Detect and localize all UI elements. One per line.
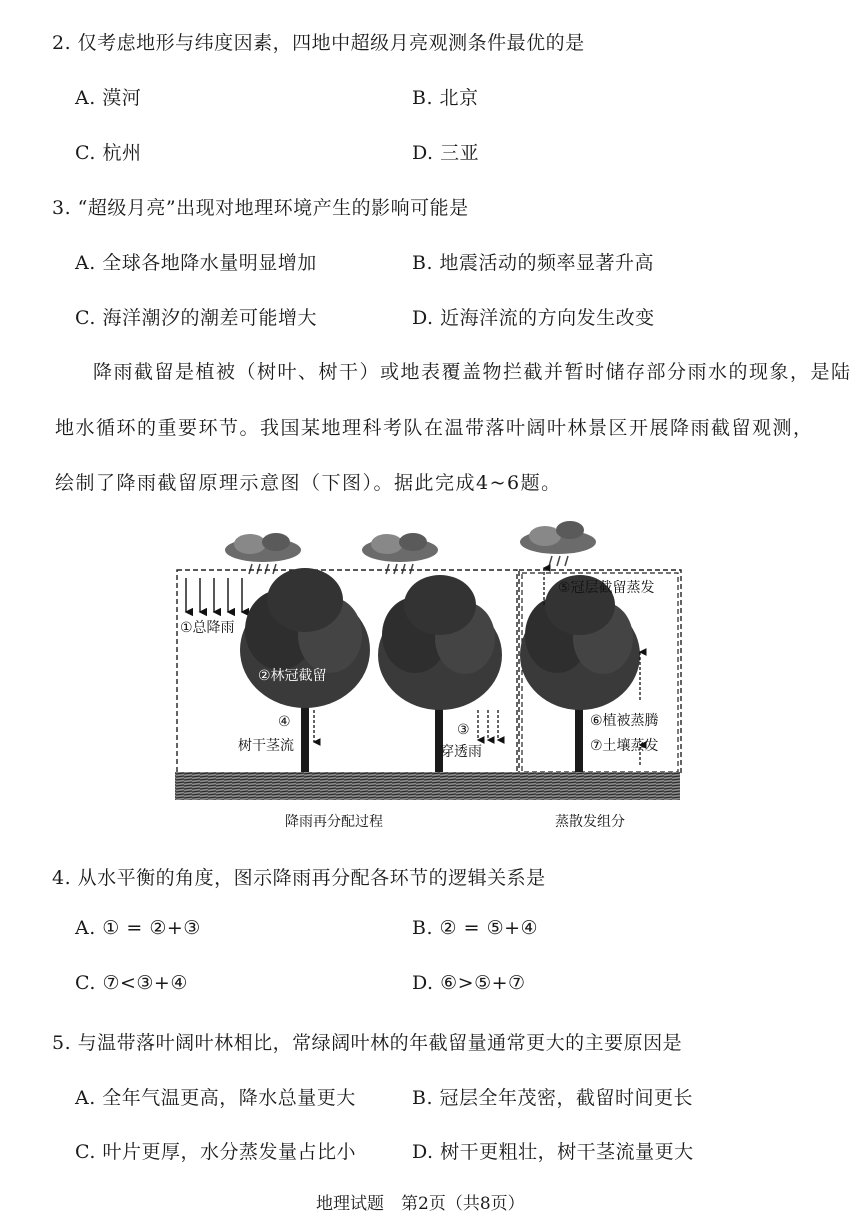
question-4-option-c: C. ⑦<③+④	[75, 972, 188, 994]
passage-line-3: 绘制了降雨截留原理示意图（下图）。据此完成4~6题。	[55, 472, 562, 494]
soil-layer	[175, 772, 680, 800]
throughfall-arrows	[478, 710, 498, 740]
question-5-option-c: C. 叶片更厚，水分蒸发量占比小	[75, 1141, 356, 1163]
cloud-icon-2	[362, 533, 438, 574]
question-5-option-a: A. 全年气温更高，降水总量更大	[75, 1087, 356, 1109]
question-5-option-d: D. 树干更粗壮，树干茎流量更大	[412, 1141, 694, 1163]
passage-line-2: 地水循环的重要环节。我国某地理科考队在温带落叶阔叶林景区开展降雨截留观测，	[55, 417, 814, 439]
page-footer: 地理试题 第2页（共8页）	[316, 1194, 525, 1214]
question-3-stem: 3. “超级月亮”出现对地理环境产生的影响可能是	[52, 197, 469, 219]
question-4-option-a: A. ① = ②+③	[75, 917, 201, 939]
question-2-option-b: B. 北京	[412, 87, 479, 109]
question-4-option-d: D. ⑥>⑤+⑦	[412, 972, 526, 994]
question-2-stem: 2. 仅考虑地形与纬度因素，四地中超级月亮观测条件最优的是	[52, 32, 585, 54]
label-throughfall: 穿透雨	[440, 744, 482, 760]
question-3-option-d: D. 近海洋流的方向发生改变	[412, 307, 655, 329]
total-rainfall-arrows	[186, 578, 242, 612]
passage-line-1: 降雨截留是植被（树叶、树干）或地表覆盖物拦截并暂时储存部分雨水的现象，是陆	[93, 361, 852, 383]
label-soil-evaporation: ⑦土壤蒸发	[590, 738, 659, 754]
question-4-option-b: B. ② = ⑤+④	[412, 917, 539, 939]
label-total-rainfall: ①总降雨	[180, 620, 235, 636]
question-5-option-b: B. 冠层全年茂密，截留时间更长	[412, 1087, 694, 1109]
question-2-option-a: A. 漠河	[75, 87, 142, 109]
question-3-option-c: C. 海洋潮汐的潮差可能增大	[75, 307, 317, 329]
cloud-icon-1	[225, 533, 301, 574]
label-canopy-interception: ②林冠截留	[258, 668, 327, 684]
question-4-stem: 4. 从水平衡的角度，图示降雨再分配各环节的逻辑关系是	[52, 867, 546, 889]
cloud-icon-3	[520, 521, 596, 566]
label-transpiration: ⑥植被蒸腾	[590, 713, 659, 729]
question-2-option-c: C. 杭州	[75, 142, 142, 164]
rain-interception-diagram	[160, 520, 700, 840]
caption-redistribution: 降雨再分配过程	[285, 814, 383, 830]
label-stemflow-number: ④	[278, 714, 291, 730]
question-5-stem: 5. 与温带落叶阔叶林相比，常绿阔叶林的年截留量通常更大的主要原因是	[52, 1032, 683, 1054]
label-canopy-evaporation: ⑤冠层截留蒸发	[558, 580, 655, 596]
label-throughfall-number: ③	[457, 722, 470, 738]
question-3-option-a: A. 全球各地降水量明显增加	[75, 252, 317, 274]
question-3-option-b: B. 地震活动的频率显著升高	[412, 252, 655, 274]
caption-evapotranspiration: 蒸散发组分	[555, 814, 625, 830]
label-stemflow: 树干茎流	[238, 738, 294, 754]
question-2-option-d: D. 三亚	[412, 142, 480, 164]
